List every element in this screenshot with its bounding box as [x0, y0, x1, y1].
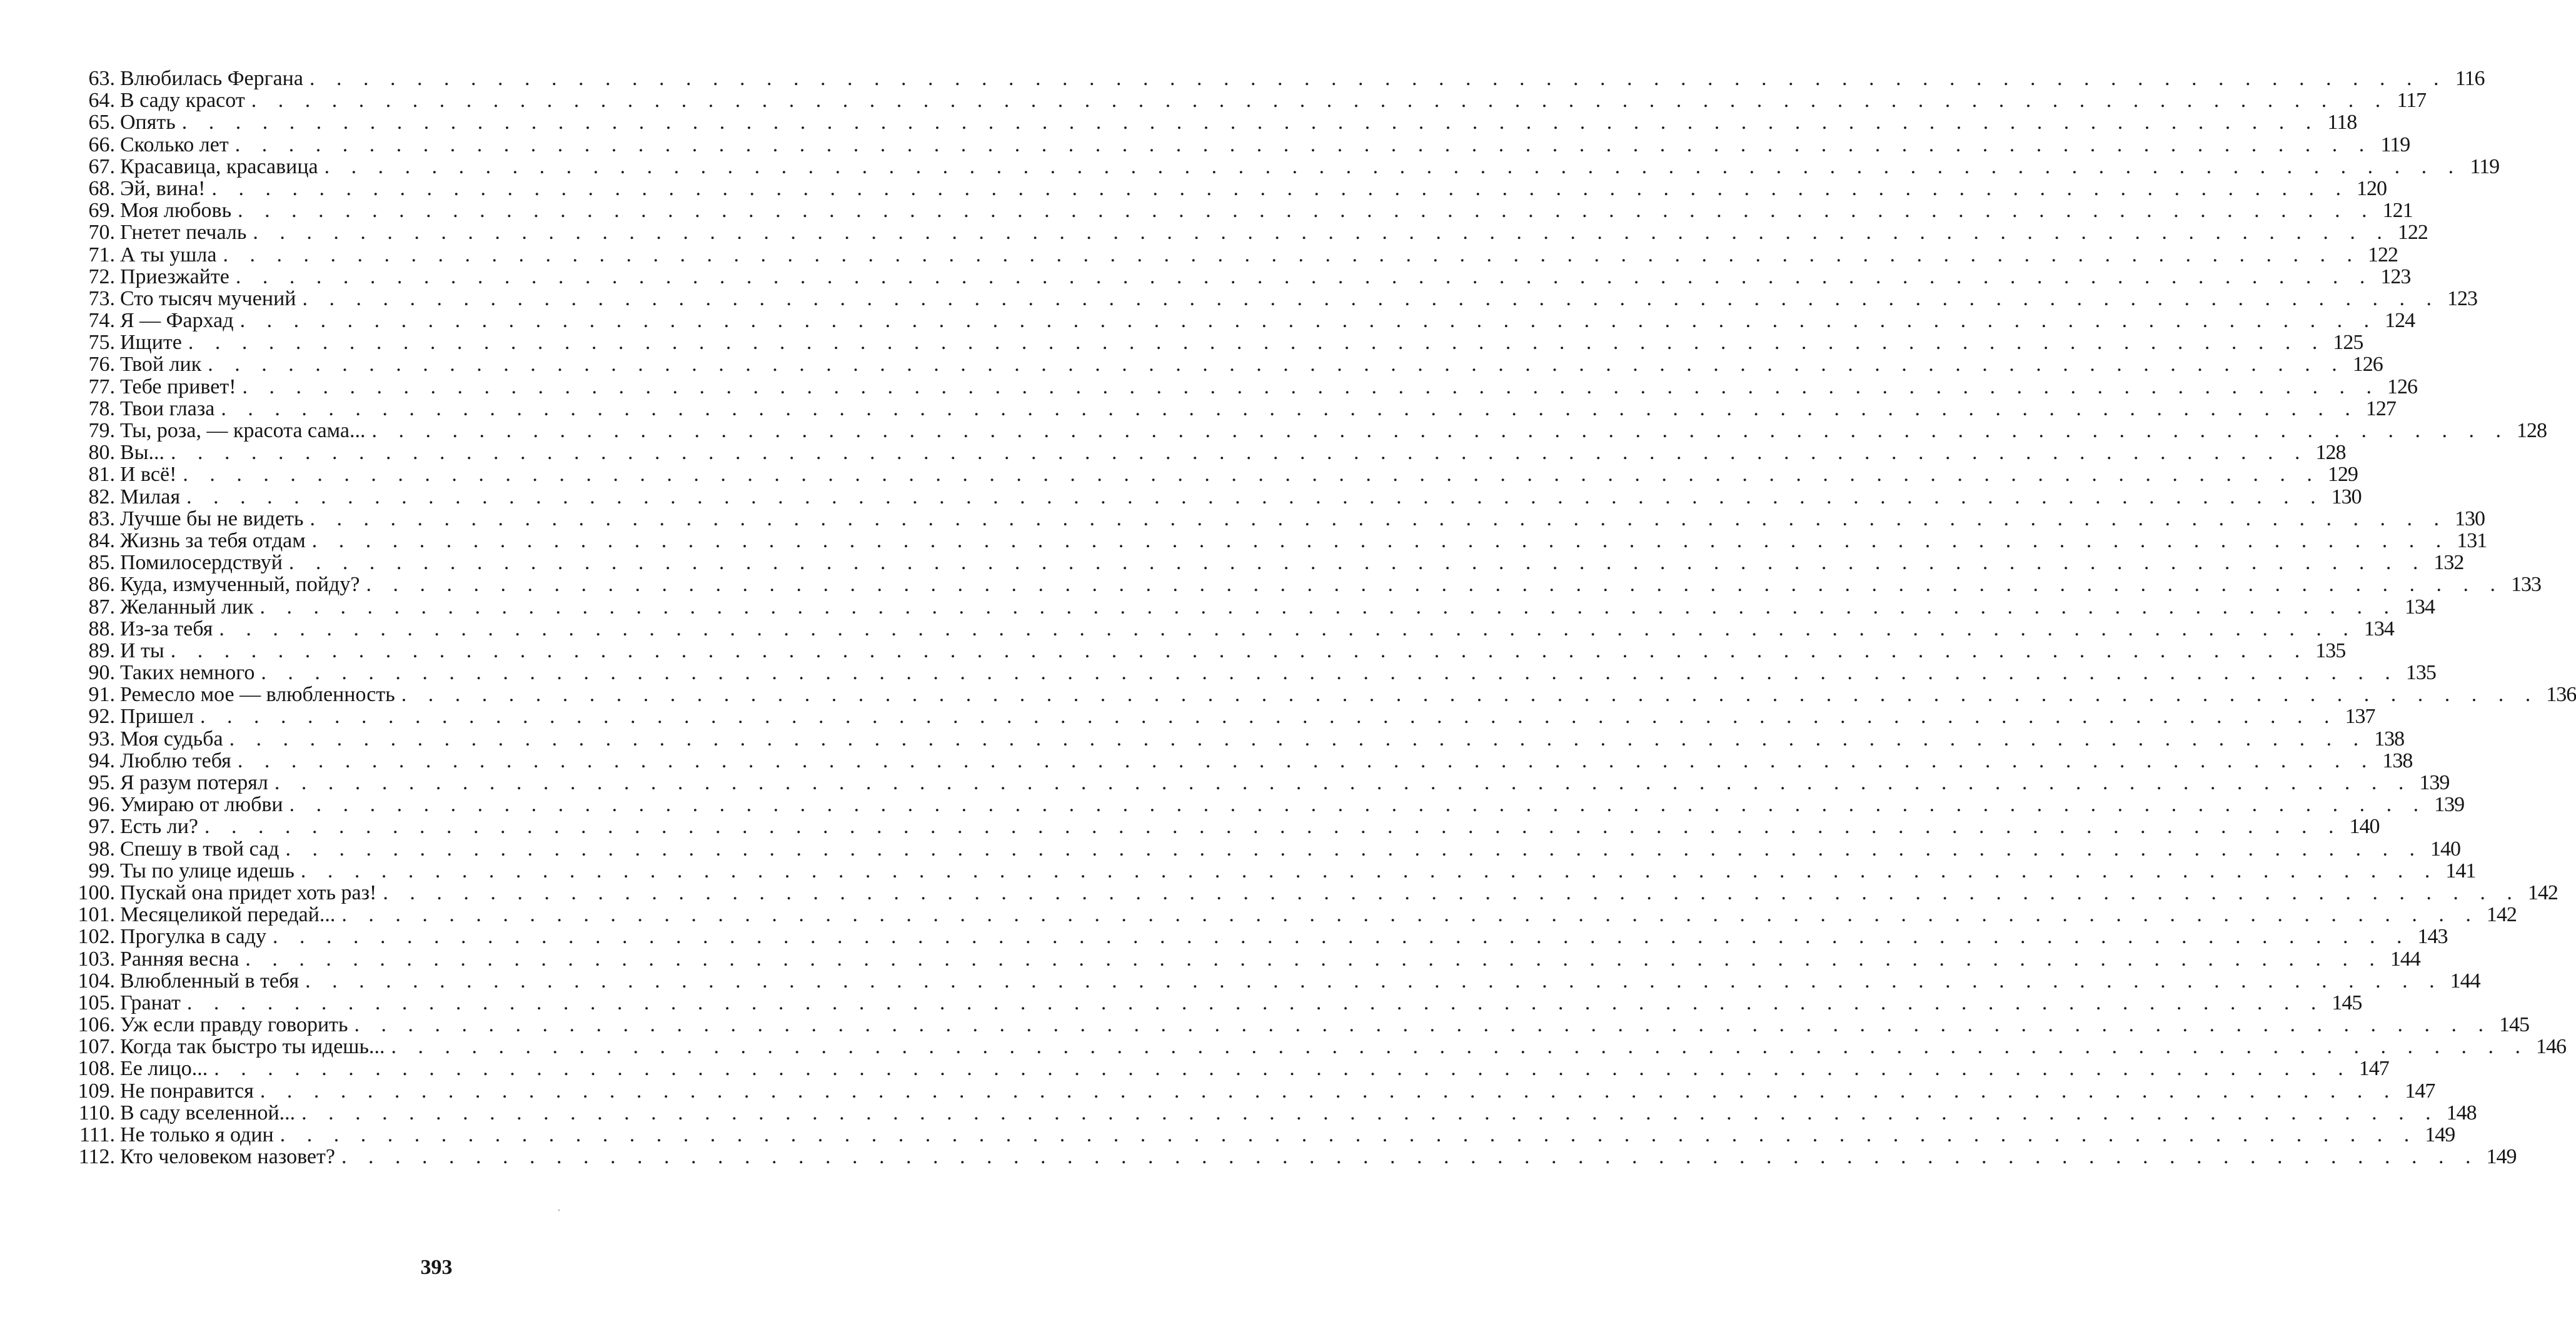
dot-leader: . . . . . . . . . . . . . . . . . . . . . . . . . . . . . . . . . . . . . . . . . . . . . . . . . . . . . . . . . . . . . . . . . . . . . . . . . . . . . . . . [183, 463, 2320, 487]
entry-title: Лучше бы не видеть [120, 507, 304, 530]
dot-leader: . . . . . . . . . . . . . . . . . . . . . . . . . . . . . . . . . . . . . . . . . . . . . . . . . . . . . . . . . . . . . . . . . . . . . . . . . . . . . . . . [354, 1013, 2492, 1037]
dot-leader: . . . . . . . . . . . . . . . . . . . . . . . . . . . . . . . . . . . . . . . . . . . . . . . . . . . . . . . . . . . . . . . . . . . . . . . . . . . . . . . . [341, 903, 2479, 927]
entry-number: 80. [88, 441, 115, 465]
entry-page-number: 149 [2425, 1123, 2455, 1146]
toc-entry [63, 595, 2435, 619]
entry-number: 74. [88, 309, 115, 333]
entry-number: 99. [88, 859, 115, 882]
entry-page-number: 140 [2349, 815, 2380, 839]
entry-number: 98. [88, 837, 115, 861]
entry-page-number: 119 [2470, 154, 2500, 178]
entry-number: 112. [78, 1145, 115, 1169]
dot-leader: . . . . . . . . . . . . . . . . . . . . . . . . . . . . . . . . . . . . . . . . . . . . . . . . . . . . . . . . . . . . . . . . . . . . . . . . . . . . . . . . [383, 881, 2520, 904]
entry-title: Когда так быстро ты идешь... [120, 1035, 385, 1059]
toc-entry [63, 243, 2398, 266]
entry-number: 103. [78, 947, 115, 971]
entry-number: 64. [88, 89, 115, 113]
entry-page-number: 120 [2357, 176, 2387, 200]
entry-number: 89. [88, 639, 115, 662]
dot-leader: . . . . . . . . . . . . . . . . . . . . . . . . . . . . . . . . . . . . . . . . . . . . . . . . . . . . . . . . . . . . . . . . . . . . . . . . . . . . . . . . [221, 397, 2358, 420]
entry-title: Ее лицо... [120, 1057, 208, 1081]
toc-entry [63, 463, 2358, 487]
dot-leader: . . . . . . . . . . . . . . . . . . . . . . . . . . . . . . . . . . . . . . . . . . . . . . . . . . . . . . . . . . . . . . . . . . . . . . . . . . . . . . . . [235, 265, 2373, 288]
entry-page-number: 133 [2510, 573, 2541, 597]
entry-title: А ты ушла [120, 243, 217, 266]
entry-title: Ты по улице идешь [120, 859, 294, 882]
entry-title: Влюбилась Фергана [120, 67, 303, 90]
entry-title: Моя любовь [120, 199, 232, 223]
entry-title: Сколько лет [120, 133, 229, 156]
entry-title: Тебе привет! [120, 375, 236, 398]
entry-number: 79. [88, 419, 115, 442]
entry-number: 102. [78, 925, 115, 949]
entry-number: 107. [78, 1035, 115, 1059]
entry-page-number: 121 [2382, 199, 2413, 223]
entry-page-number: 126 [2352, 353, 2383, 376]
toc-entry [63, 1013, 2530, 1037]
entry-number: 91. [88, 683, 115, 707]
entry-number: 78. [88, 397, 115, 420]
entry-page-number: 141 [2445, 859, 2476, 882]
toc-entry [63, 881, 2558, 904]
toc-entry [63, 639, 2346, 662]
dot-leader: . . . . . . . . . . . . . . . . . . . . . . . . . . . . . . . . . . . . . . . . . . . . . . . . . . . . . . . . . . . . . . . . . . . . . . . . . . . . . . . . [238, 199, 2375, 223]
entry-number: 94. [88, 749, 115, 772]
toc-entry [63, 176, 2387, 200]
dot-leader: . . . . . . . . . . . . . . . . . . . . . . . . . . . . . . . . . . . . . . . . . . . . . . . . . . . . . . . . . . . . . . . . . . . . . . . . . . . . . . . . [273, 925, 2410, 949]
entry-page-number: 135 [2405, 661, 2436, 685]
toc-entry [63, 375, 2418, 398]
toc-entry [63, 528, 2487, 552]
entry-title: Сто тысяч мучений [120, 286, 296, 310]
dot-leader: . . . . . . . . . . . . . . . . . . . . . . . . . . . . . . . . . . . . . . . . . . . . . . . . . . . . . . . . . . . . . . . . . . . . . . . . . . . . . . . . [274, 771, 2412, 794]
entry-title: Красавица, красавица [120, 154, 318, 178]
entry-title: Пускай она придет хоть раз! [120, 881, 377, 904]
entry-title: Уж если правду говорить [120, 1013, 348, 1037]
entry-page-number: 125 [2333, 331, 2363, 355]
entry-title: Желанный лик [120, 595, 254, 619]
table-of-contents [63, 67, 2576, 1169]
dot-leader: . . . . . . . . . . . . . . . . . . . . . . . . . . . . . . . . . . . . . . . . . . . . . . . . . . . . . . . . . . . . . . . . . . . . . . . . . . . . . . . . [186, 485, 2324, 508]
entry-page-number: 136 [2546, 683, 2576, 707]
toc-entry [63, 1079, 2435, 1103]
entry-page-number: 127 [2365, 397, 2396, 420]
entry-title: Не понравится [120, 1079, 254, 1103]
entry-page-number: 147 [2358, 1057, 2389, 1081]
entry-title: Опять [120, 111, 176, 134]
dot-leader: . . . . . . . . . . . . . . . . . . . . . . . . . . . . . . . . . . . . . . . . . . . . . . . . . . . . . . . . . . . . . . . . . . . . . . . . . . . . . . . . [301, 1101, 2439, 1124]
entry-page-number: 144 [2390, 947, 2420, 971]
entry-number: 65. [88, 111, 115, 134]
entry-page-number: 146 [2536, 1035, 2566, 1059]
entry-title: Эй, вина! [120, 176, 206, 200]
entry-page-number: 134 [2363, 617, 2394, 640]
dot-leader: . . . . . . . . . . . . . . . . . . . . . . . . . . . . . . . . . . . . . . . . . . . . . . . . . . . . . . . . . . . . . . . . . . . . . . . . . . . . . . . . [171, 441, 2308, 465]
toc-entry [63, 683, 2576, 707]
entry-number: 81. [88, 463, 115, 487]
toc-entry [63, 661, 2436, 685]
dot-leader: . . . . . . . . . . . . . . . . . . . . . . . . . . . . . . . . . . . . . . . . . . . . . . . . . . . . . . . . . . . . . . . . . . . . . . . . . . . . . . . . [211, 176, 2349, 200]
entry-title: В саду вселенной... [120, 1101, 296, 1124]
entry-page-number: 138 [2382, 749, 2413, 772]
entry-title: Твой лик [120, 353, 202, 376]
dot-leader: . . . . . . . . . . . . . . . . . . . . . . . . . . . . . . . . . . . . . . . . . . . . . . . . . . . . . . . . . . . . . . . . . . . . . . . . . . . . . . . . [289, 793, 2427, 817]
dot-leader: . . . . . . . . . . . . . . . . . . . . . . . . . . . . . . . . . . . . . . . . . . . . . . . . . . . . . . . . . . . . . . . . . . . . . . . . . . . . . . . . [242, 375, 2380, 398]
entry-page-number: 139 [2434, 793, 2465, 817]
toc-entry [63, 397, 2396, 420]
dot-leader: . . . . . . . . . . . . . . . . . . . . . . . . . . . . . . . . . . . . . . . . . . . . . . . . . . . . . . . . . . . . . . . . . . . . . . . . . . . . . . . . [186, 991, 2325, 1014]
toc-entry [63, 221, 2428, 245]
dot-leader: . . . . . . . . . . . . . . . . . . . . . . . . . . . . . . . . . . . . . . . . . . . . . . . . . . . . . . . . . . . . . . . . . . . . . . . . . . . . . . . . [309, 507, 2448, 530]
entry-title: Ремесло мое — влюбленность [120, 683, 395, 707]
entry-number: 85. [88, 551, 115, 575]
entry-title: Гранат [120, 991, 181, 1014]
dot-leader: . . . . . . . . . . . . . . . . . . . . . . . . . . . . . . . . . . . . . . . . . . . . . . . . . . . . . . . . . . . . . . . . . . . . . . . . . . . . . . . . [245, 947, 2383, 971]
dot-leader: . . . . . . . . . . . . . . . . . . . . . . . . . . . . . . . . . . . . . . . . . . . . . . . . . . . . . . . . . . . . . . . . . . . . . . . . . . . . . . . . [229, 727, 2367, 750]
entry-title: Не только я один [120, 1123, 274, 1146]
toc-entry [63, 331, 2363, 355]
entry-number: 72. [88, 265, 115, 288]
entry-number: 77. [88, 375, 115, 398]
entry-page-number: 143 [2417, 925, 2448, 949]
entry-number: 63. [88, 67, 115, 90]
entry-number: 95. [88, 771, 115, 794]
entry-number: 92. [88, 705, 115, 729]
toc-entry [63, 507, 2485, 530]
entry-title: Люблю тебя [120, 749, 231, 772]
entry-title: Я разум потерял [120, 771, 268, 794]
entry-page-number: 140 [2430, 837, 2460, 861]
dot-leader: . . . . . . . . . . . . . . . . . . . . . . . . . . . . . . . . . . . . . . . . . . . . . . . . . . . . . . . . . . . . . . . . . . . . . . . . . . . . . . . . [214, 1057, 2352, 1081]
dot-leader: . . . . . . . . . . . . . . . . . . . . . . . . . . . . . . . . . . . . . . . . . . . . . . . . . . . . . . . . . . . . . . . . . . . . . . . . . . . . . . . . [371, 419, 2510, 442]
entry-number: 108. [78, 1057, 115, 1081]
dot-leader: . . . . . . . . . . . . . . . . . . . . . . . . . . . . . . . . . . . . . . . . . . . . . . . . . . . . . . . . . . . . . . . . . . . . . . . . . . . . . . . . [401, 683, 2539, 707]
entry-title: И ты [120, 639, 164, 662]
entry-page-number: 117 [2397, 89, 2427, 113]
entry-page-number: 149 [2486, 1145, 2517, 1169]
dot-leader: . . . . . . . . . . . . . . . . . . . . . . . . . . . . . . . . . . . . . . . . . . . . . . . . . . . . . . . . . . . . . . . . . . . . . . . . . . . . . . . . [285, 837, 2423, 861]
entry-page-number: 145 [2332, 991, 2362, 1014]
entry-page-number: 130 [2331, 485, 2362, 508]
toc-entry [63, 705, 2375, 729]
entry-number: 75. [88, 331, 115, 355]
entry-number: 86. [88, 573, 115, 597]
entry-page-number: 123 [2380, 265, 2411, 288]
toc-entry [63, 837, 2460, 861]
entry-title: Куда, измученный, пойду? [120, 573, 360, 597]
entry-page-number: 128 [2517, 419, 2547, 442]
entry-page-number: 142 [2486, 903, 2517, 927]
toc-entry [63, 903, 2517, 927]
entry-title: Я — Фархад [120, 309, 234, 333]
toc-entry [63, 573, 2541, 597]
entry-title: Милая [120, 485, 181, 508]
toc-entry [63, 286, 2477, 310]
entry-title: Ищите [120, 331, 182, 355]
toc-entry [63, 991, 2362, 1014]
entry-title: Приезжайте [120, 265, 229, 288]
toc-entry [63, 67, 2485, 90]
entry-number: 67. [88, 154, 115, 178]
entry-title: В саду красот [120, 89, 245, 113]
toc-entry [63, 1123, 2455, 1146]
dot-leader: . . . . . . . . . . . . . . . . . . . . . . . . . . . . . . . . . . . . . . . . . . . . . . . . . . . . . . . . . . . . . . . . . . . . . . . . . . . . . . . . [279, 1123, 2418, 1146]
entry-title: Из-за тебя [120, 617, 213, 640]
entry-number: 110. [78, 1101, 115, 1124]
toc-entry [63, 89, 2427, 113]
dot-leader: . . . . . . . . . . . . . . . . . . . . . . . . . . . . . . . . . . . . . . . . . . . . . . . . . . . . . . . . . . . . . . . . . . . . . . . . . . . . . . . . [305, 969, 2443, 993]
toc-entry [63, 969, 2480, 993]
entry-page-number: 131 [2457, 528, 2487, 552]
entry-title: И всё! [120, 463, 177, 487]
entry-page-number: 139 [2419, 771, 2450, 794]
entry-number: 68. [88, 176, 115, 200]
entry-page-number: 134 [2405, 595, 2435, 619]
entry-number: 90. [88, 661, 115, 685]
entry-title: Вы... [120, 441, 165, 465]
entry-page-number: 122 [2368, 243, 2398, 266]
dot-leader: . . . . . . . . . . . . . . . . . . . . . . . . . . . . . . . . . . . . . . . . . . . . . . . . . . . . . . . . . . . . . . . . . . . . . . . . . . . . . . . . [288, 551, 2427, 575]
entry-page-number: 137 [2345, 705, 2375, 729]
toc-entry [63, 1145, 2517, 1169]
dot-leader: . . . . . . . . . . . . . . . . . . . . . . . . . . . . . . . . . . . . . . . . . . . . . . . . . . . . . . . . . . . . . . . . . . . . . . . . . . . . . . . . [253, 221, 2390, 245]
entry-page-number: 122 [2397, 221, 2428, 245]
dot-leader: . . . . . . . . . . . . . . . . . . . . . . . . . . . . . . . . . . . . . . . . . . . . . . . . . . . . . . . . . . . . . . . . . . . . . . . . . . . . . . . . [170, 639, 2308, 662]
entry-page-number: 118 [2327, 111, 2357, 134]
toc-entry [63, 309, 2415, 333]
entry-page-number: 130 [2455, 507, 2485, 530]
toc-entry [63, 947, 2420, 971]
entry-page-number: 145 [2499, 1013, 2530, 1037]
dot-leader: . . . . . . . . . . . . . . . . . . . . . . . . . . . . . . . . . . . . . . . . . . . . . . . . . . . . . . . . . . . . . . . . . . . . . . . . . . . . . . . . [219, 617, 2357, 640]
entry-page-number: 138 [2374, 727, 2405, 750]
entry-number: 101. [78, 903, 115, 927]
entry-page-number: 124 [2385, 309, 2415, 333]
toc-entry [63, 265, 2411, 288]
entry-number: 69. [88, 199, 115, 223]
toc-entry [63, 1057, 2389, 1081]
entry-title: Есть ли? [120, 815, 198, 839]
entry-number: 71. [88, 243, 115, 266]
entry-number: 84. [88, 528, 115, 552]
entry-page-number: 116 [2455, 67, 2485, 90]
entry-number: 111. [79, 1123, 115, 1146]
toc-entry [63, 111, 2357, 134]
dot-leader: . . . . . . . . . . . . . . . . . . . . . . . . . . . . . . . . . . . . . . . . . . . . . . . . . . . . . . . . . . . . . . . . . . . . . . . . . . . . . . . . [188, 331, 2326, 355]
entry-title: Месяцеликой передай... [120, 903, 336, 927]
dot-leader: . . . . . . . . . . . . . . . . . . . . . . . . . . . . . . . . . . . . . . . . . . . . . . . . . . . . . . . . . . . . . . . . . . . . . . . . . . . . . . . . [259, 1079, 2398, 1103]
dot-leader: . . . . . . . . . . . . . . . . . . . . . . . . . . . . . . . . . . . . . . . . . . . . . . . . . . . . . . . . . . . . . . . . . . . . . . . . . . . . . . . . [309, 67, 2447, 90]
dot-leader: . . . . . . . . . . . . . . . . . . . . . . . . . . . . . . . . . . . . . . . . . . . . . . . . . . . . . . . . . . . . . . . . . . . . . . . . . . . . . . . . [261, 661, 2398, 685]
entry-page-number: 123 [2447, 286, 2477, 310]
entry-number: 83. [88, 507, 115, 530]
toc-entry [63, 353, 2383, 376]
dot-leader: . . . . . . . . . . . . . . . . . . . . . . . . . . . . . . . . . . . . . . . . . . . . . . . . . . . . . . . . . . . . . . . . . . . . . . . . . . . . . . . . [251, 89, 2389, 113]
toc-entry [63, 441, 2346, 465]
entry-page-number: 147 [2405, 1079, 2435, 1103]
entry-title: Помилосердствуй [120, 551, 283, 575]
toc-entry [63, 1035, 2566, 1059]
entry-title: Таких немного [120, 661, 255, 685]
entry-page-number: 144 [2450, 969, 2480, 993]
dot-leader: . . . . . . . . . . . . . . . . . . . . . . . . . . . . . . . . . . . . . . . . . . . . . . . . . . . . . . . . . . . . . . . . . . . . . . . . . . . . . . . . [237, 749, 2375, 772]
dot-leader: . . . . . . . . . . . . . . . . . . . . . . . . . . . . . . . . . . . . . . . . . . . . . . . . . . . . . . . . . . . . . . . . . . . . . . . . . . . . . . . . [300, 859, 2438, 882]
entry-title: Спешу в твой сад [120, 837, 279, 861]
toc-entry [63, 154, 2500, 178]
dot-leader: . . . . . . . . . . . . . . . . . . . . . . . . . . . . . . . . . . . . . . . . . . . . . . . . . . . . . . . . . . . . . . . . . . . . . . . . . . . . . . . . [391, 1035, 2528, 1059]
entry-title: Кто человеком назовет? [120, 1145, 335, 1169]
entry-number: 105. [78, 991, 115, 1014]
entry-page-number: 119 [2380, 133, 2410, 156]
entry-title: Твои глаза [120, 397, 215, 420]
print-speck [558, 1210, 560, 1211]
toc-entry [63, 419, 2547, 442]
dot-leader: . . . . . . . . . . . . . . . . . . . . . . . . . . . . . . . . . . . . . . . . . . . . . . . . . . . . . . . . . . . . . . . . . . . . . . . . . . . . . . . . [223, 243, 2360, 266]
entry-number: 96. [88, 793, 115, 817]
entry-number: 87. [88, 595, 115, 619]
entry-title: Умираю от любви [120, 793, 283, 817]
entry-page-number: 128 [2315, 441, 2346, 465]
dot-leader: . . . . . . . . . . . . . . . . . . . . . . . . . . . . . . . . . . . . . . . . . . . . . . . . . . . . . . . . . . . . . . . . . . . . . . . . . . . . . . . . [341, 1145, 2479, 1169]
dot-leader: . . . . . . . . . . . . . . . . . . . . . . . . . . . . . . . . . . . . . . . . . . . . . . . . . . . . . . . . . . . . . . . . . . . . . . . . . . . . . . . . [311, 528, 2450, 552]
entry-number: 104. [78, 969, 115, 993]
entry-number: 100. [78, 881, 115, 904]
entry-number: 106. [78, 1013, 115, 1037]
entry-number: 66. [88, 133, 115, 156]
entry-number: 76. [88, 353, 115, 376]
toc-entry [63, 859, 2476, 882]
toc-entry [63, 199, 2413, 223]
toc-entry [63, 617, 2394, 640]
toc-entry [63, 485, 2362, 508]
entry-page-number: 132 [2433, 551, 2464, 575]
toc-entry [63, 771, 2450, 794]
toc-entry [63, 1101, 2477, 1124]
dot-leader: . . . . . . . . . . . . . . . . . . . . . . . . . . . . . . . . . . . . . . . . . . . . . . . . . . . . . . . . . . . . . . . . . . . . . . . . . . . . . . . . [324, 154, 2462, 178]
entry-title: Влюбленный в тебя [120, 969, 299, 993]
toc-entry [63, 815, 2380, 839]
dot-leader: . . . . . . . . . . . . . . . . . . . . . . . . . . . . . . . . . . . . . . . . . . . . . . . . . . . . . . . . . . . . . . . . . . . . . . . . . . . . . . . . [204, 815, 2342, 839]
entry-title: Ранняя весна [120, 947, 239, 971]
dot-leader: . . . . . . . . . . . . . . . . . . . . . . . . . . . . . . . . . . . . . . . . . . . . . . . . . . . . . . . . . . . . . . . . . . . . . . . . . . . . . . . . [239, 309, 2378, 333]
toc-entry [63, 727, 2405, 750]
dot-leader: . . . . . . . . . . . . . . . . . . . . . . . . . . . . . . . . . . . . . . . . . . . . . . . . . . . . . . . . . . . . . . . . . . . . . . . . . . . . . . . . [181, 111, 2320, 134]
entry-page-number: 142 [2527, 881, 2558, 904]
entry-title: Ты, роза, — красота сама... [120, 419, 366, 442]
toc-entry [63, 133, 2410, 156]
entry-title: Гнетет печаль [120, 221, 247, 245]
toc-entry [63, 793, 2465, 817]
toc-entry [63, 925, 2448, 949]
dot-leader: . . . . . . . . . . . . . . . . . . . . . . . . . . . . . . . . . . . . . . . . . . . . . . . . . . . . . . . . . . . . . . . . . . . . . . . . . . . . . . . . [200, 705, 2338, 729]
entry-page-number: 148 [2446, 1101, 2477, 1124]
entry-title: Прогулка в саду [120, 925, 267, 949]
entry-page-number: 129 [2327, 463, 2358, 487]
page-number: 393 [420, 1256, 453, 1279]
dot-leader: . . . . . . . . . . . . . . . . . . . . . . . . . . . . . . . . . . . . . . . . . . . . . . . . . . . . . . . . . . . . . . . . . . . . . . . . . . . . . . . . [234, 133, 2373, 156]
entry-number: 88. [88, 617, 115, 640]
entry-number: 93. [88, 727, 115, 750]
entry-number: 73. [88, 286, 115, 310]
toc-entry [63, 749, 2413, 772]
toc-entry [63, 551, 2464, 575]
dot-leader: . . . . . . . . . . . . . . . . . . . . . . . . . . . . . . . . . . . . . . . . . . . . . . . . . . . . . . . . . . . . . . . . . . . . . . . . . . . . . . . . [208, 353, 2345, 376]
entry-title: Моя судьба [120, 727, 223, 750]
dot-leader: . . . . . . . . . . . . . . . . . . . . . . . . . . . . . . . . . . . . . . . . . . . . . . . . . . . . . . . . . . . . . . . . . . . . . . . . . . . . . . . . [259, 595, 2397, 619]
entry-number: 97. [88, 815, 115, 839]
dot-leader: . . . . . . . . . . . . . . . . . . . . . . . . . . . . . . . . . . . . . . . . . . . . . . . . . . . . . . . . . . . . . . . . . . . . . . . . . . . . . . . . [302, 286, 2440, 310]
entry-title: Жизнь за тебя отдам [120, 528, 306, 552]
entry-number: 70. [88, 221, 115, 245]
dot-leader: . . . . . . . . . . . . . . . . . . . . . . . . . . . . . . . . . . . . . . . . . . . . . . . . . . . . . . . . . . . . . . . . . . . . . . . . . . . . . . . . [366, 573, 2503, 597]
entry-page-number: 126 [2387, 375, 2418, 398]
entry-page-number: 135 [2315, 639, 2346, 662]
entry-number: 109. [78, 1079, 115, 1103]
entry-title: Пришел [120, 705, 194, 729]
entry-number: 82. [88, 485, 115, 508]
